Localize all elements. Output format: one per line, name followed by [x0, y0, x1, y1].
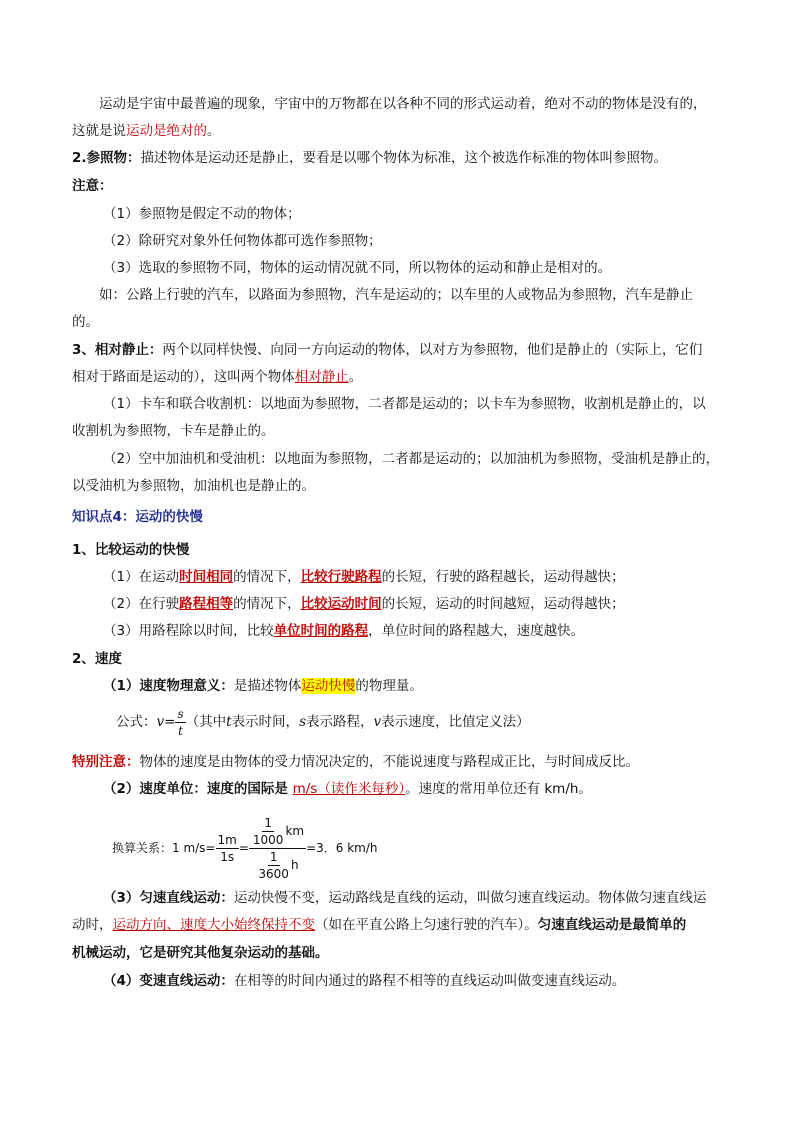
relative-rest-line-2 [72, 368, 362, 386]
conversion-fraction-2 [249, 815, 306, 882]
variable-motion-label: （4）变速直线运动： [103, 973, 234, 989]
formula-note-b: 表示时间， [231, 714, 300, 730]
conversion-fraction-1 [216, 832, 239, 865]
note-label: 注意： [72, 178, 113, 194]
relative-rest-line-1 [72, 341, 702, 359]
compare-item-3 [103, 622, 584, 640]
conversion-1s: 1s [220, 849, 235, 864]
note-item-3: （3）选取的参照物不同，物体的运动情况就不同，所以物体的运动和静止是相对的。 [103, 260, 612, 276]
conversion-result: =3．6 km/h [306, 841, 378, 855]
motion-absolute-highlight: 运动是绝对的 [126, 123, 207, 139]
uniform-motion-label: （3）匀速直线运动： [103, 890, 234, 906]
uniform-motion-text: 运动快慢不变，运动路线是直线的运动，叫做匀速直线运动。物体做匀速直线运 [233, 890, 707, 906]
relative-rest-title: 3、相对静止： [72, 342, 163, 358]
formula-label: 公式： [116, 714, 157, 730]
speed-unit-text-a: （2）速度单位：速度的国际是 [103, 781, 293, 797]
compare-1-key-a: 时间相同 [179, 569, 234, 585]
formula-equals: = [164, 714, 176, 730]
compare-3-key: 单位时间的路程 [273, 623, 369, 639]
conversion-inner-1b: 1 [269, 849, 278, 864]
intro-text: 运动是宇宙中最普遍的现象，宇宙中的万物都在以各种不同的形式运动着，绝对不动的物体是没有的， [99, 96, 707, 112]
compare-1-text-c: 的长短，行驶的路程越长，运动得越快； [381, 569, 625, 585]
reference-object-text: 描述物体是运动还是静止，要看是以哪个物体为标准，这个被选作标准的物体叫参照物。 [140, 150, 668, 166]
formula-fraction [175, 706, 185, 739]
relative-rest-highlight: 相对静止 [294, 369, 349, 385]
intro-line-2 [72, 122, 221, 140]
conversion-inner-1000: 1000 [252, 832, 284, 847]
conversion-inner-fraction-2 [256, 849, 291, 882]
intro-text-2: 这就是说 [72, 123, 126, 139]
uniform-motion-highlight: 运动方向、速度大小始终保持不变 [112, 917, 315, 933]
compare-1-key-b: 比较行驶路程 [300, 569, 382, 585]
conversion-inner-1: 1 [264, 815, 272, 830]
uniform-motion-text-2: 动时， [72, 917, 113, 933]
intro-line-1 [99, 95, 707, 113]
note-item-1: （1）参照物是假定不动的物体； [103, 206, 301, 222]
speed-meaning-text-a: 是描述物体 [233, 678, 302, 694]
special-note-label: 特别注意： [72, 754, 140, 770]
compare-2-key-b: 比较运动时间 [300, 596, 382, 612]
formula-note-v: v [373, 714, 382, 730]
relative-rest-text: 两个以同样快慢、向同一方向运动的物体，以对方为参照物，他们是静止的（实际上，它们 [162, 342, 703, 358]
conversion-denominator [254, 849, 300, 882]
relative-example-1-line-1: （1）卡车和联合收割机：以地面为参照物，二者都是运动的；以卡车为参照物，收割机是静止的，以 [103, 396, 706, 412]
compare-2-text-b: 的情况下， [233, 596, 301, 612]
conversion-equals: = [238, 841, 249, 855]
conversion-km: km [285, 824, 305, 838]
uniform-motion-example: （如在平直公路上匀速行驶的汽车）。 [315, 917, 538, 933]
speed-meaning-highlight: 运动快慢 [301, 678, 356, 694]
compare-speed-title: 1、比较运动的快慢 [72, 542, 190, 558]
formula-note-d: 表示速度，比值定义法） [381, 714, 530, 730]
formula-note-c: 表示路程， [306, 714, 374, 730]
uniform-motion-line-2 [72, 916, 686, 934]
relative-rest-period: 。 [348, 369, 363, 385]
uniform-motion-bold-a: 匀速直线运动是最简单的 [537, 917, 687, 933]
formula-v: v [156, 714, 165, 730]
compare-item-2 [103, 595, 625, 613]
variable-motion [103, 972, 625, 990]
compare-1-text-b: 的情况下， [233, 569, 301, 585]
relative-example-2-line-1: （2）空中加油机和受油机：以地面为参照物，二者都是运动的；以加油机为参照物，受油机是静止的， [103, 451, 720, 467]
speed-unit [103, 780, 592, 798]
formula-t: t [178, 723, 183, 738]
formula-note-s: s [299, 714, 306, 730]
speed-meaning [103, 677, 423, 695]
uniform-motion-line-3: 机械运动，它是研究其他复杂运动的基础。 [72, 945, 329, 961]
relative-example-1-line-2: 收割机为参照物，卡车是静止的。 [72, 423, 275, 439]
compare-item-1 [103, 568, 625, 586]
special-note-text: 物体的速度是由物体的受力情况决定的，不能说速度与路程成正比，与时间成反比。 [139, 754, 639, 770]
compare-1-text-a: （1）在运动 [103, 569, 180, 585]
speed-meaning-text-b: 的物理量。 [355, 678, 423, 694]
compare-3-text-b: ，单位时间的路程越大，速度越快。 [368, 623, 585, 639]
special-note [72, 753, 639, 771]
note-item-2: （2）除研究对象外任何物体都可选作参照物； [103, 233, 382, 249]
conversion-1m: 1m [217, 832, 237, 847]
compare-2-text-c: 的长短，运动的时间越短，运动得越快； [381, 596, 625, 612]
speed-title: 2、速度 [72, 651, 122, 667]
conversion-numerator [249, 815, 306, 849]
compare-3-text-a: （3）用路程除以时间，比较 [103, 623, 274, 639]
reference-object-section [72, 149, 667, 167]
speed-unit-highlight: m/s（读作米每秒） [292, 781, 406, 797]
variable-motion-text: 在相等的时间内通过的路程不相等的直线运动叫做变速直线运动。 [233, 973, 626, 989]
speed-unit-text-b: 。速度的常用单位还有 km/h。 [405, 781, 592, 797]
uniform-motion-line-1 [103, 889, 706, 907]
speed-formula [116, 704, 530, 740]
formula-note-a: （其中 [185, 714, 227, 730]
formula-s: s [177, 706, 184, 721]
conversion-h: h [290, 858, 299, 872]
speed-meaning-label: （1）速度物理意义： [103, 678, 234, 694]
knowledge-point-4-heading: 知识点4：运动的快慢 [72, 509, 203, 525]
compare-2-key-a: 路程相等 [179, 596, 234, 612]
relative-example-2-line-2: 以受油机为参照物，加油机也是静止的。 [72, 478, 315, 494]
reference-object-title: 2.参照物： [72, 150, 141, 166]
formula-note-t: t [226, 714, 232, 730]
intro-period: 。 [207, 123, 221, 139]
conversion-inner-fraction-1 [251, 815, 286, 848]
relative-rest-text-2: 相对于路面是运动的），这叫两个物体 [72, 369, 295, 385]
example-line-2: 的。 [72, 314, 99, 330]
conversion-relation [112, 808, 378, 888]
conversion-label: 换算关系：1 m/s= [112, 841, 216, 855]
compare-2-text-a: （2）在行驶 [103, 596, 180, 612]
conversion-inner-3600: 3600 [258, 866, 289, 881]
example-line-1: 如：公路上行驶的汽车，以路面为参照物，汽车是运动的；以车里的人或物品为参照物，汽车是静止 [99, 287, 693, 303]
